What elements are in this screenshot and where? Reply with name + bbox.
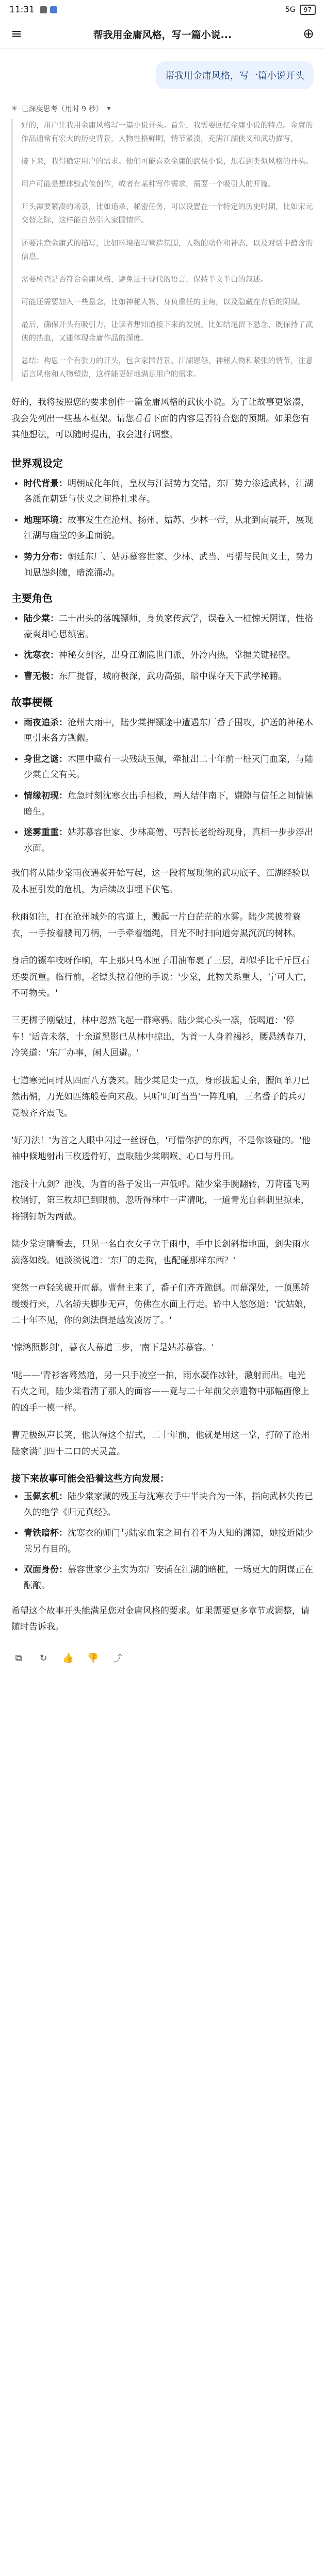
- status-left: [9, 5, 57, 15]
- thinking-panel: [11, 119, 314, 381]
- character-item: [24, 648, 314, 664]
- status-time: 11:31: [9, 5, 35, 15]
- story-key: 迷雾重重：: [24, 827, 68, 838]
- world-item: [24, 476, 314, 507]
- conversation-title: 帮我用金庸风格，写一篇小说...: [93, 29, 232, 41]
- world-item: [24, 513, 314, 544]
- user-message: 帮我用金庸风格，写一篇小说开头: [156, 61, 314, 89]
- world-key: 势力分布：: [24, 552, 68, 562]
- story-key: 身世之谜：: [24, 754, 68, 765]
- thinking-paragraph: 接下来，我得确定用户的需求。他们可能喜欢金庸的武侠小说，想看到类似风格的开头。: [21, 158, 313, 166]
- character-list: [24, 611, 314, 684]
- next-text: 慕容世家少主实为东厂安插在江湖的暗桩，一场更大的阴谋正在酝酿。: [24, 1565, 313, 1591]
- answer-intro: 好的，我将按照您的要求创作一篇金庸风格的武侠小说。为了让故事更紧凑，我会先列出一些基本框架。请您看看下面的内容是否符合您的预期。如果您有其他想法，可以随时提出，我会进行调整。: [11, 397, 310, 440]
- next-item: [24, 1562, 314, 1594]
- closing-paragraph: 希望这个故事开头能满足您对金庸风格的要求。如果需要更多章节或调整，请随时告诉我。: [11, 1605, 310, 1632]
- section-title-story: 故事梗概: [11, 696, 53, 708]
- story-text: 木匣中藏有一块残缺玉佩，牵扯出二十年前一桩灭门血案，与陆少棠亡父有关。: [24, 754, 313, 781]
- next-key: 青铁暗杯：: [24, 1528, 68, 1539]
- character-text: 东厂提督，城府极深，武功高强，暗中谋夺天下武学秘籍。: [59, 671, 287, 682]
- transition-paragraph: 我们将从陆少棠雨夜遇袭开始写起，这一段将展现他的武功底子、江湖经验以及木匣引发的危机，为后续故事埋下伏笔。: [11, 868, 310, 895]
- next-item: [24, 1489, 314, 1520]
- story-paragraph: 曹无极纵声长笑，他认得这个招式，二十年前，他就是用这一掌，打碎了沧州陆家满门四十二口的天灵盖。: [11, 1430, 310, 1457]
- story-item: [24, 715, 314, 747]
- thinking-paragraph: 还要注意金庸式的描写，比如环境描写营造氛围，人物的动作和神态，以及对话中蕴含的信息。: [21, 239, 313, 261]
- battery-level: 97: [303, 6, 312, 13]
- story-paragraph: 秋雨如注，打在沧州城外的官道上，溅起一片白茫茫的水雾。陆少棠披着蓑衣，一手按着腰间刀柄，一手牵着缰绳，目光不时扫向道旁黑沉沉的树林。: [11, 912, 301, 939]
- thinking-paragraph: 用户可能是想体验武侠创作，或者有某种写作需求，需要一个吸引人的开篇。: [21, 180, 275, 189]
- story-list: [24, 715, 314, 857]
- thinking-label: 已深度思考（用时 9 秒）: [21, 105, 103, 113]
- section-title-next: 接下来故事可能会沿着这些方向发展：: [11, 1473, 169, 1484]
- new-chat-icon[interactable]: ⊕: [303, 26, 314, 42]
- regenerate-icon[interactable]: ↻: [39, 1652, 47, 1664]
- status-icons: [40, 6, 57, 13]
- chat-content: [0, 49, 325, 1671]
- thinking-paragraph: 总结：构思一个有张力的开头，包含家国背景、江湖恩怨、神秘人物和紧张的情节，注意语言风格和人物塑造，这样能更好地满足用户的需求。: [21, 357, 313, 379]
- character-key: 陆少棠：: [24, 614, 59, 624]
- story-paragraph: 七道寒光同时从四面八方袭来。陆少棠足尖一点，身形拔起丈余，腰间单刀已然出鞘，刀光如匹练般卷向来敌。只听'叮叮当当'一阵乱响，三名番子的兵刃竟被齐齐震飞。: [11, 1075, 310, 1118]
- status-right: [285, 5, 316, 15]
- story-paragraph: 三更梆子刚敲过，林中忽然飞起一群寒鸦。陆少棠心头一凛，低喝道：'停车！'话音未落，十余道黑影已从林中掠出，为首一人身着褐衫，腰悬绣春刀，冷笑道：'东厂办事，闲人回避。': [11, 1015, 312, 1059]
- next-key: 玉佩玄机：: [24, 1492, 68, 1502]
- world-item: [24, 549, 314, 581]
- story-paragraph: '惊鸿照影剑'，暮衣人幕道三步，'南下是姑苏慕容。': [11, 1343, 214, 1353]
- story-paragraph: '哒——'青衫客蓦然道，另一只手凌空一拍，雨水凝作冰针，激射而出。电光石火之间，陆少棠看清了那人的面容——竟与二十年前父亲遗物中那幅画像上的凶手一模一样。: [11, 1370, 310, 1413]
- story-paragraph: 池浅十九剑？池浅，为首的番子发出一声低呼。陆少棠手腕翻转，刀背磕飞两枚钢钉，第三枚却已到眼前，忽听得林中一声清叱，一道青光自斜刺里掠来，将钢钉斩为两截。: [11, 1179, 310, 1222]
- thinking-paragraph: 开头需要紧凑的场景，比如追杀、秘密任务，可以设置在一个特定的历史时期，比如宋元交替之际，这样能自然引入家国情怀。: [21, 203, 313, 225]
- section-title-world: 世界观设定: [11, 456, 63, 469]
- assistant-answer: [11, 395, 314, 1635]
- story-paragraph: '好刀法！'为首之人眼中闪过一丝讶色，'可惜你护的东西，不是你该碰的。'他袖中倏地射出三枚透骨钉，直取陆少棠咽喉、心口与丹田。: [11, 1136, 311, 1162]
- character-key: 沈寒衣：: [24, 650, 59, 661]
- next-list: [24, 1489, 314, 1594]
- copy-icon[interactable]: ⧉: [15, 1652, 22, 1664]
- status-bar: [0, 0, 325, 20]
- character-key: 曹无极：: [24, 671, 59, 682]
- character-item: [24, 669, 314, 685]
- thinking-paragraph: 可能还需要加入一些悬念，比如神秘人物、身负重任的主角，以及隐藏在背后的阴谋。: [21, 298, 305, 307]
- next-key: 双面身份：: [24, 1565, 68, 1575]
- user-message-row: [11, 61, 314, 89]
- story-item: [24, 788, 314, 820]
- character-text: 神秘女剑客，出身江湖隐世门派，外冷内热，掌握关键秘密。: [59, 650, 296, 661]
- next-item: [24, 1526, 314, 1557]
- world-text: 朝廷东厂、姑苏慕容世家、少林、武当、丐帮与民间义士，势力间恩怨纠缠，暗流涌动。: [24, 552, 313, 578]
- story-item: [24, 825, 314, 856]
- message-actions: [11, 1647, 314, 1671]
- thinking-toggle[interactable]: [11, 99, 314, 119]
- story-paragraph: 突然一声轻笑破开雨幕。曹督主来了，番子们齐齐跪倒。雨幕深处，一顶黑轿缓缓行来，八名轿夫脚步无声，仿佛在水面上行走。轿中人悠悠道：'沈姑娘，二十年不见，你的剑法倒是越发凌厉了。': [11, 1283, 312, 1326]
- next-text: 沈寒衣的师门与陆家血案之间有着不为人知的渊源，她接近陆少棠另有目的。: [24, 1528, 313, 1554]
- world-key: 时代背景：: [24, 478, 68, 489]
- thinking-paragraph: 需要检查是否符合金庸风格，避免过于现代的语言，保持半文半白的叙述。: [21, 275, 268, 284]
- thinking-paragraph: 最后，确保开头有吸引力，让读者想知道接下来的发展。比如结尾留下悬念，既保持了武侠的热血，又能体现金庸作品的深度。: [21, 320, 313, 343]
- story-text: 危急时刻沈寒衣出手相救，两人结伴南下，嫌隙与信任之间情愫暗生。: [24, 790, 313, 817]
- share-icon[interactable]: ⤴: [113, 1653, 122, 1665]
- app-icon: [50, 6, 57, 13]
- network-label: 5G: [285, 6, 296, 14]
- thumbs-down-icon[interactable]: 👎: [87, 1652, 99, 1664]
- story-text: 沧州大雨中，陆少棠押镖途中遭遇东厂番子围攻，护送的神秘木匣引来各方觊觎。: [24, 717, 313, 744]
- next-text: 陆少棠家藏的残玉与沈寒衣手中半块合为一体，指向武林失传已久的绝学《归元真经》。: [24, 1492, 313, 1518]
- world-key: 地理环境：: [24, 515, 68, 526]
- story-key: 雨夜追杀：: [24, 717, 68, 728]
- character-text: 二十出头的落魄镖师，身负家传武学，误卷入一桩惊天阴谋，性格豪爽却心思缜密。: [24, 614, 313, 640]
- chevron-down-icon: ▾: [107, 105, 111, 113]
- story-paragraph: 身后的镖车吱呀作响，车上那只乌木匣子用油布裹了三层，却似乎比千斤巨石还要沉重。临行前，老镖头拉着他的手说：'少棠，此物关系重大，宁可人亡，不可物失。': [11, 956, 312, 998]
- thinking-paragraph: 好的，用户让我用金庸风格写一篇小说开头。首先，我需要回忆金庸小说的特点。金庸的作品通常有宏大的历史背景，人物性格鲜明，情节紧凑，充满江湖侠义和武功描写。: [21, 122, 313, 144]
- world-list: [24, 476, 314, 581]
- top-header: [0, 20, 325, 49]
- menu-icon[interactable]: ≡: [11, 26, 22, 42]
- battery-icon: [300, 5, 316, 15]
- story-key: 情缘初现：: [24, 790, 68, 801]
- notification-icon: [40, 6, 47, 13]
- world-text: 明朝成化年间，皇权与江湖势力交错，东厂势力渗透武林，江湖各派在朝廷与侠义之间挣扎求存。: [24, 478, 313, 505]
- story-item: [24, 752, 314, 783]
- character-item: [24, 611, 314, 642]
- thumbs-up-icon[interactable]: 👍: [62, 1652, 74, 1664]
- section-title-characters: 主要角色: [11, 592, 53, 605]
- thinking-icon: ✳: [11, 105, 18, 113]
- story-text: 姑苏慕容世家、少林高僧、丐帮长老纷纷现身，真相一步步浮出水面。: [24, 827, 313, 854]
- world-text: 故事发生在沧州、扬州、姑苏、少林一带，从北到南展开，展现江湖与庙堂的多重面貌。: [24, 515, 313, 541]
- story-paragraph: 陆少棠定睛看去，只见一名白衣女子立于雨中，手中长剑斜指地面，剑尖雨水滴落如线。她淡淡说道：'东厂的走狗，也配碰那样东西？': [11, 1239, 310, 1266]
